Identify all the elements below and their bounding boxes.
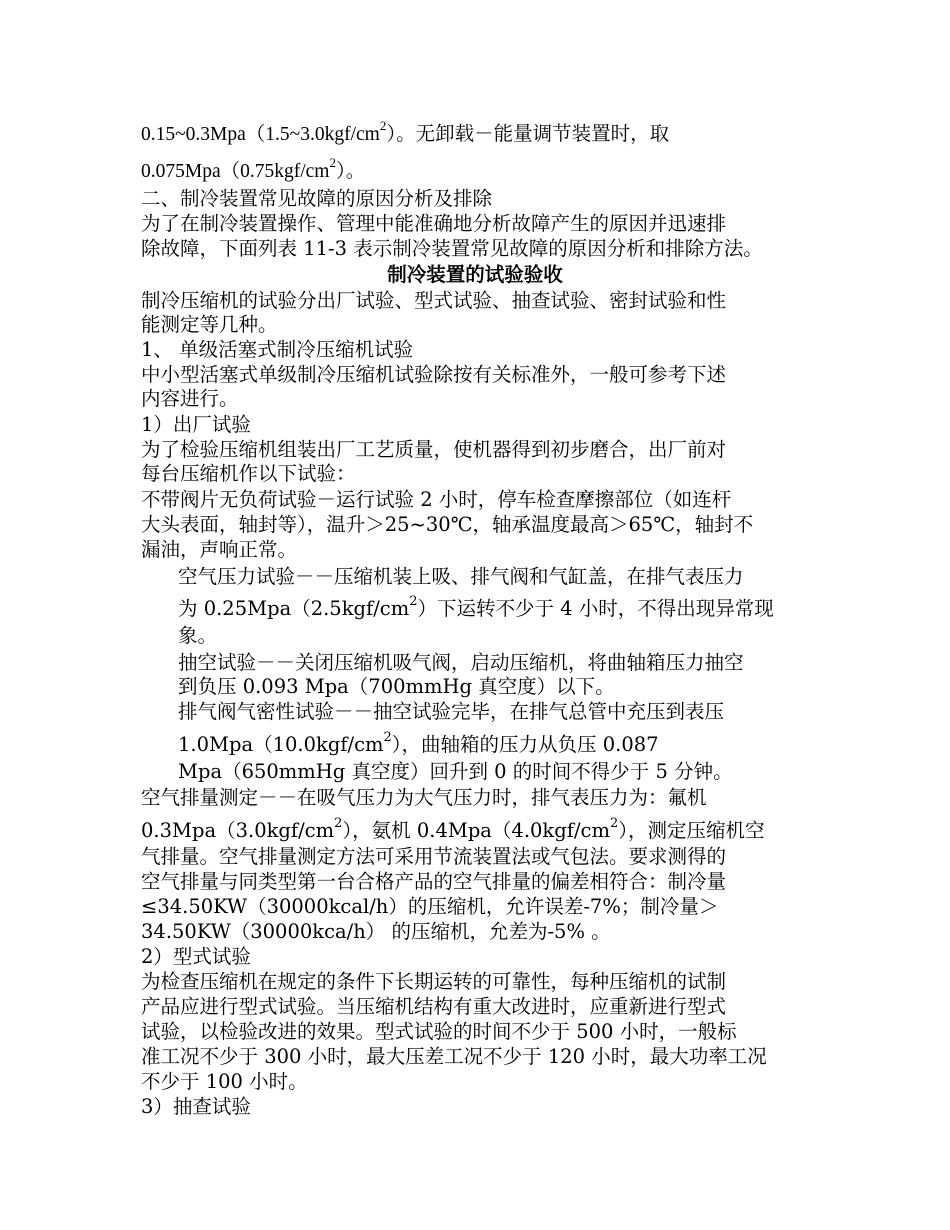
paragraph-line: 抽空试验－－关闭压缩机吸气阀，启动压缩机，将曲轴箱压力抽空 bbox=[178, 651, 744, 674]
paragraph-line: 大头表面，轴封等），温升＞25~30℃，轴承温度最高＞65℃，轴封不 bbox=[141, 513, 754, 536]
superscript: 2 bbox=[379, 118, 387, 133]
superscript: 2 bbox=[409, 594, 418, 609]
text-line bbox=[178, 730, 659, 760]
paragraph-line: 内容进行。 bbox=[141, 387, 239, 410]
paragraph-line: 为了在制冷装置操作、管理中能准确地分析故障产生的原因并迅速排 bbox=[141, 212, 727, 235]
text-run: ），氨机 0.4Mpa（4.0kgf/cm bbox=[342, 819, 610, 842]
text-line bbox=[141, 816, 765, 846]
document-title: 制冷装置的试验验收 bbox=[387, 263, 563, 286]
paragraph-line: 到负压 0.093 Mpa（700mmHg 真空度）以下。 bbox=[178, 675, 615, 698]
text-run: 1.0Mpa（10.0kgf/cm bbox=[178, 733, 384, 756]
paragraph-line: 除故障，下面列表 11-3 表示制冷装置常见故障的原因分析和排除方法。 bbox=[141, 237, 763, 260]
paragraph-line: 空气排量与同类型第一台合格产品的空气排量的偏差相符合：制冷量 bbox=[141, 870, 727, 893]
paragraph-line: 空气压力试验－－压缩机装上吸、排气阀和气缸盖，在排气表压力 bbox=[178, 565, 744, 588]
text-run: ）下运转不少于 4 小时，不得出现异常现 bbox=[417, 597, 774, 620]
section-heading: 3）抽查试验 bbox=[141, 1095, 251, 1118]
paragraph-line: 为检查压缩机在规定的条件下长期运转的可靠性，每种压缩机的试制 bbox=[141, 970, 727, 993]
superscript: 2 bbox=[334, 816, 343, 831]
paragraph-line: 不少于 100 小时。 bbox=[141, 1070, 308, 1093]
text-run: 0.075Mpa（0.75kgf/cm bbox=[141, 161, 330, 182]
paragraph-line: 象。 bbox=[178, 624, 218, 647]
paragraph-line: 气排量。空气排量测定方法可采用节流装置法或气包法。要求测得的 bbox=[141, 845, 727, 868]
paragraph-line: 34.50KW（30000kca/h） 的压缩机，允差为-5% 。 bbox=[141, 920, 611, 943]
paragraph-line: 漏油，声响正常。 bbox=[141, 538, 298, 561]
text-line bbox=[141, 118, 670, 148]
paragraph-line: 不带阀片无负荷试验－运行试验 2 小时，停车检查摩擦部位（如连杆 bbox=[141, 488, 732, 511]
paragraph-line: 中小型活塞式单级制冷压缩机试验除按有关标准外，一般可参考下述 bbox=[141, 363, 727, 386]
text-run: ）。无卸载－能量调节装置时，取 bbox=[386, 124, 670, 145]
text-line bbox=[141, 155, 366, 185]
text-run: ），测定压缩机空 bbox=[618, 819, 765, 842]
text-run: 0.15~0.3Mpa（1.5~3.0kgf/cm bbox=[141, 124, 380, 145]
paragraph-line: 排气阀气密性试验－－抽空试验完毕，在排气总管中充压到表压 bbox=[178, 700, 725, 723]
text-run: ）。 bbox=[335, 161, 366, 182]
section-heading: 二、制冷装置常见故障的原因分析及排除 bbox=[141, 187, 493, 210]
paragraph-line: 制冷压缩机的试验分出厂试验、型式试验、抽查试验、密封试验和性 bbox=[141, 289, 727, 312]
section-heading: 1、 单级活塞式制冷压缩机试验 bbox=[141, 338, 414, 361]
section-heading: 2）型式试验 bbox=[141, 945, 251, 968]
paragraph-line: 产品应进行型式试验。当压缩机结构有重大改进时，应重新进行型式 bbox=[141, 995, 727, 1018]
paragraph-line: 试验，以检验改进的效果。型式试验的时间不少于 500 小时，一般标 bbox=[141, 1020, 737, 1043]
paragraph-line: 能测定等几种。 bbox=[141, 313, 278, 336]
superscript: 2 bbox=[383, 730, 392, 745]
paragraph-line: 空气排量测定－－在吸气压力为大气压力时，排气表压力为：氟机 bbox=[141, 786, 707, 809]
text-run: 0.3Mpa（3.0kgf/cm bbox=[141, 819, 335, 842]
text-run: 为 0.25Mpa（2.5kgf/cm bbox=[178, 597, 410, 620]
paragraph-line: ≤34.50KW（30000kcal/h）的压缩机，允许误差-7%；制冷量＞ bbox=[141, 895, 719, 918]
text-run: ），曲轴箱的压力从负压 0.087 bbox=[391, 733, 659, 756]
paragraph-line: Mpa（650mmHg 真空度）回升到 0 的时间不得少于 5 分钟。 bbox=[178, 760, 733, 783]
superscript: 2 bbox=[609, 816, 619, 831]
section-heading: 1）出厂试验 bbox=[141, 413, 251, 436]
paragraph-line: 每台压缩机作以下试验： bbox=[141, 462, 356, 485]
paragraph-line: 准工况不少于 300 小时，最大压差工况不少于 120 小时，最大功率工况 bbox=[141, 1045, 767, 1068]
superscript: 2 bbox=[329, 155, 336, 170]
paragraph-line: 为了检验压缩机组装出厂工艺质量，使机器得到初步磨合，出厂前对 bbox=[141, 438, 727, 461]
text-line bbox=[178, 594, 774, 624]
